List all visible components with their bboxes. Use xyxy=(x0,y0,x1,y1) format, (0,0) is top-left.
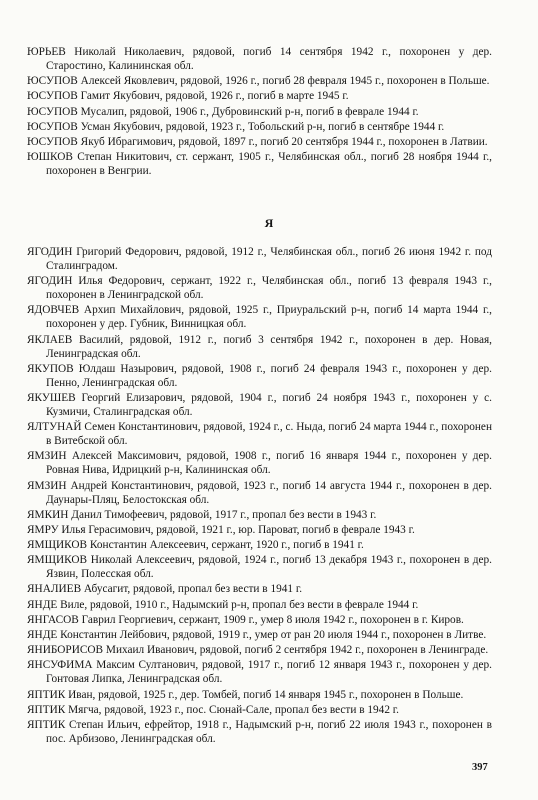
list-entry: ЮШКОВ Степан Никитович, ст. сержант, 1905 г., Челябинская обл., погиб 28 ноября 1944 г., похоронен в Венгрии. xyxy=(27,151,492,178)
list-entry: ЮСУПОВ Мусалип, рядовой, 1906 г., Дубровинский р-н, погиб в феврале 1944 г. xyxy=(27,105,419,118)
list-entry: ЮСУПОВ Усман Якубович, рядовой, 1923 г., Тобольский р-н, погиб в сентябре 1944 г. xyxy=(27,120,445,133)
list-entry: ЯПТИК Иван, рядовой, 1925 г., дер. Томбей, погиб 14 января 1945 г., похоронен в Польше. xyxy=(27,688,464,701)
list-entry: ЯЛТУНАЙ Семен Константинович, рядовой, 1924 г., с. Ныда, погиб 24 марта 1944 г., похоронен в Витебской обл. xyxy=(27,421,492,448)
list-entry: ЯМЩИКОВ Николай Алексеевич, рядовой, 1924 г., погиб 13 декабря 1943 г., похоронен в дер. Язвин, Полесская обл. xyxy=(27,554,492,581)
list-entry: ЮСУПОВ Якуб Ибрагимович, рядовой, 1897 г., погиб 20 сентября 1944 г., похоронен в Латвии. xyxy=(27,135,488,148)
list-entry: ЯКУШЕВ Георгий Елизарович, рядовой, 1904 г., погиб 24 ноября 1943 г., похоронен у с. Кузмичи, Сталинградская обл. xyxy=(27,391,492,418)
list-entry: ЯНСУФИМА Максим Султанович, рядовой, 1917 г., погиб 12 января 1943 г., похоронен у дер. Гонтовая Липка, Ленинградская обл. xyxy=(27,659,492,686)
list-entry: ЯНИБОРИСОВ Михаил Иванович, рядовой, погиб 2 сентября 1942 г., похоронен в Ленинграде. xyxy=(27,644,489,657)
list-entry: ЯНДЕ Виле, рядовой, 1910 г., Надымский р-н, пропал без вести в феврале 1944 г. xyxy=(27,598,419,611)
list-entry: ЯКЛАЕВ Василий, рядовой, 1912 г., погиб 3 сентября 1942 г., похоронен в дер. Новая, Ленинградская обл. xyxy=(27,333,492,360)
list-entry: ЯДОВЧЕВ Архип Михайлович, рядовой, 1925 г., Приуральский р-н, погиб 14 марта 1944 г., похоронен у дер. Губник, Винницкая обл. xyxy=(27,304,492,331)
list-entry: ЯМЩИКОВ Константин Алексеевич, сержант, 1920 г., погиб в 1941 г. xyxy=(27,539,364,552)
list-entry: ЯМРУ Илья Герасимович, рядовой, 1921 г., юр. Пароват, погиб в феврале 1943 г. xyxy=(27,523,415,536)
page-number: 397 xyxy=(472,762,488,773)
list-entry: ЯГОДИН Илья Федорович, сержант, 1922 г., Челябинская обл., погиб 13 февраля 1943 г., похоронен в Ленинградской обл. xyxy=(27,275,492,302)
list-entry: ЯНАЛИЕВ Абусагит, рядовой, пропал без вести в 1941 г. xyxy=(27,583,303,596)
list-entry: ЮСУПОВ Алексей Яковлевич, рядовой, 1926 г., погиб 28 февраля 1945 г., похоронен в Польше. xyxy=(27,75,490,88)
list-entry: ЯГОДИН Григорий Федорович, рядовой, 1912 г., Челябинская обл., погиб 26 июня 1942 г. под Сталинградом. xyxy=(27,246,492,272)
list-entry: ЯПТИК Мягча, рядовой, 1923 г., пос. Сюнай-Сале, пропал без вести в 1942 г. xyxy=(27,703,399,716)
list-entry: ЯКУПОВ Юлдаш Назырович, рядовой, 1908 г., погиб 24 февраля 1943 г., похоронен у дер. Пенно, Ленинградская обл. xyxy=(27,362,492,389)
list-entry: ЯМЗИН Алексей Максимович, рядовой, 1908 г., погиб 16 января 1944 г., похоронен у дер. Ровная Нива, Идрицкий р-н, Калининская обл. xyxy=(27,450,492,477)
section-letter-heading: Я xyxy=(264,216,274,230)
list-entry: ЮРЬЕВ Николай Николаевич, рядовой, погиб 14 сентября 1942 г., похоронен у дер. Старостино, Калининская обл. xyxy=(27,46,492,72)
list-entry: ЯМКИН Данил Тимофеевич, рядовой, 1917 г., пропал без вести в 1943 г. xyxy=(27,508,377,521)
list-entry: ЯНГАСОВ Гаврил Георгиевич, сержант, 1909 г., умер 8 июля 1942 г., похоронен в г. Киров. xyxy=(27,613,464,626)
entries-after-section xyxy=(27,245,492,747)
list-entry: ЯПТИК Степан Ильич, ефрейтор, 1918 г., Надымский р-н, погиб 22 июля 1943 г., похоронен в пос. Арбизово, Ленинградская обл. xyxy=(27,718,492,745)
entries-before-section xyxy=(27,45,492,179)
list-entry: ЯНДЕ Константин Лейбович, рядовой, 1919 г., умер от ран 20 июля 1944 г., похоронен в Литве. xyxy=(27,629,487,641)
list-entry: ЮСУПОВ Гамит Якубович, рядовой, 1926 г., погиб в марте 1945 г. xyxy=(27,90,349,103)
list-entry: ЯМЗИН Андрей Константинович, рядовой, 1923 г., погиб 14 августа 1944 г., похоронен в дер. Даунары-Пляц, Белостокская обл. xyxy=(27,479,492,506)
